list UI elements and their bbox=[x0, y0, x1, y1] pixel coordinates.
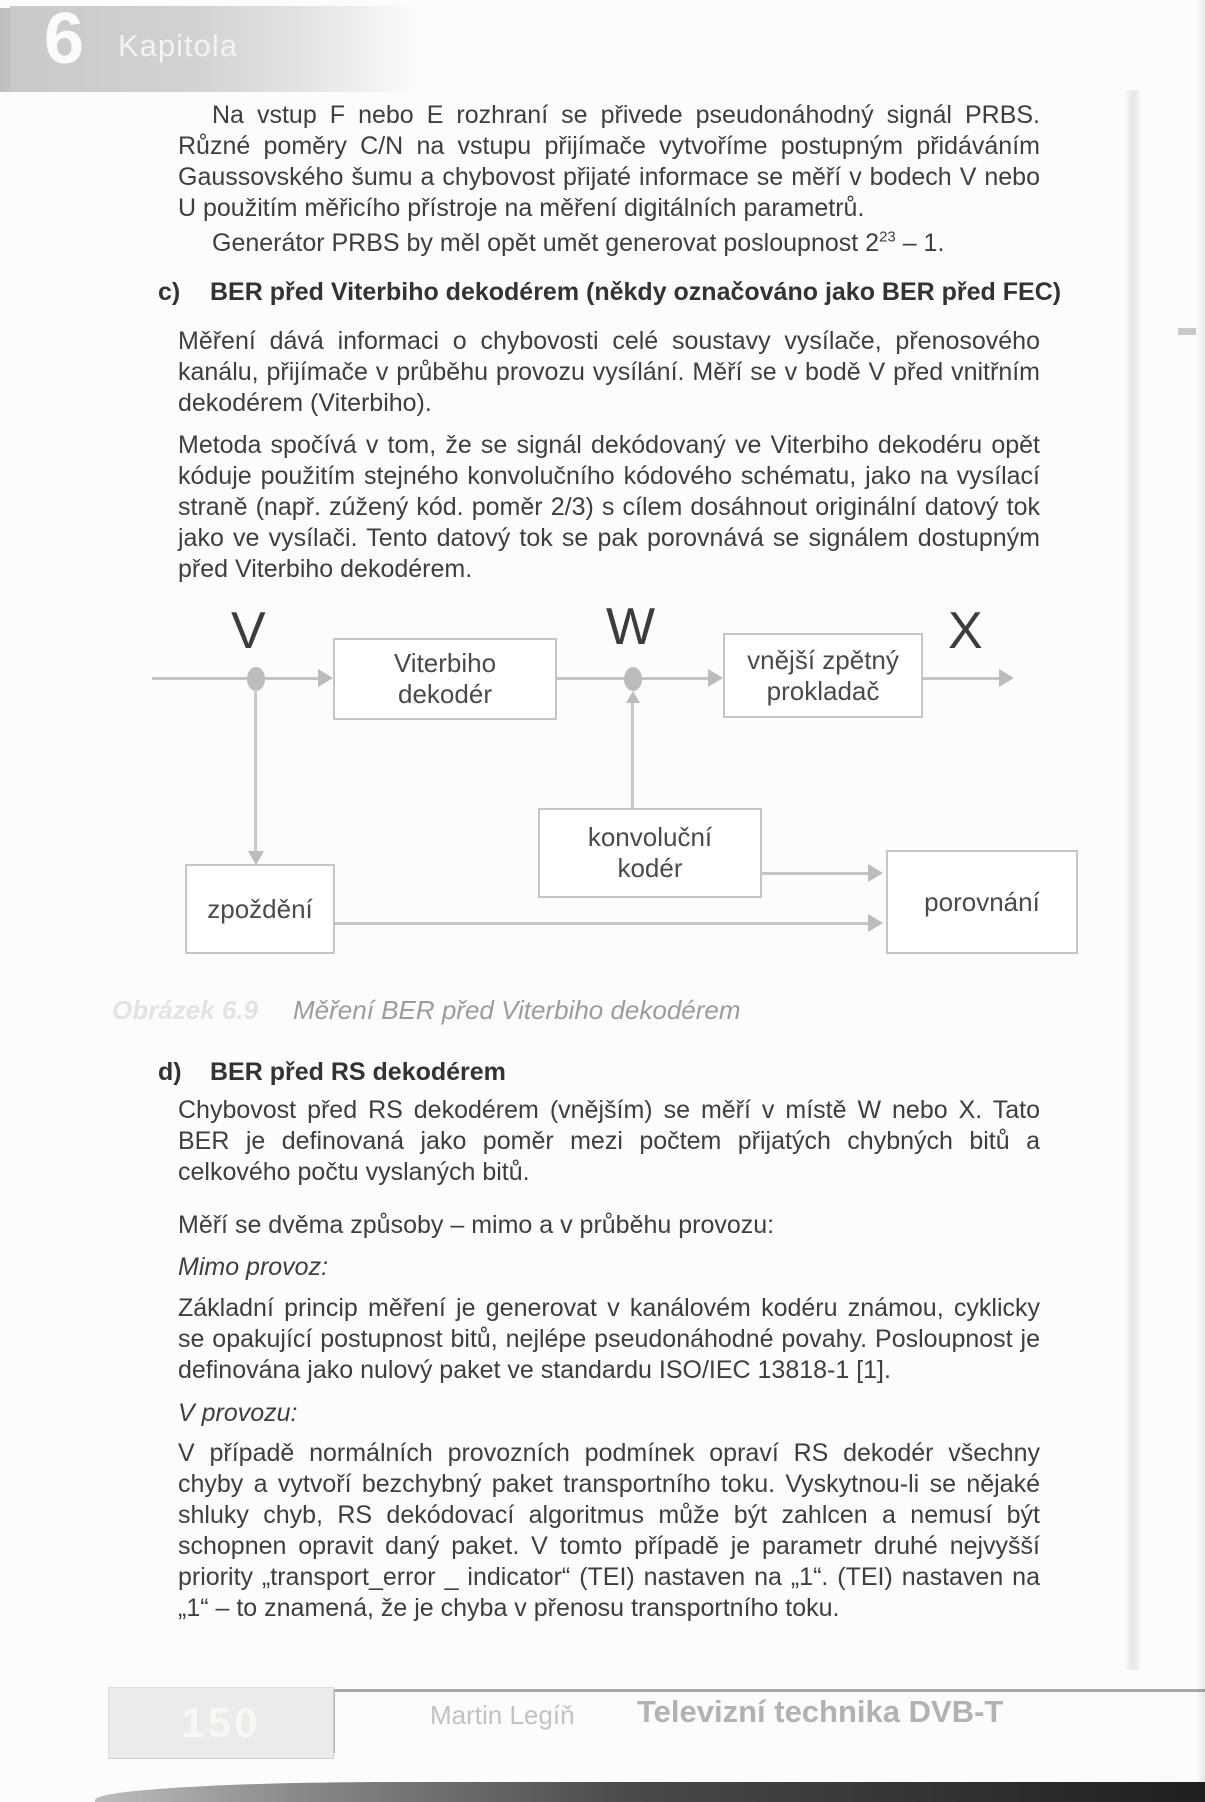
section-d-heading: BER před RS dekodérem bbox=[210, 1058, 506, 1086]
paragraph-intro-1: Na vstup F nebo E rozhraní se přivede pseudonáhodný signál PRBS. Různé poměry C/N na vstupu přijímače vytvoříme postupným přidáváním Gaussovského šumu a chybovost přijaté informace se měří v bodech V nebo U použitím měřicího přístroje na měření digitálních parametrů. bbox=[178, 101, 1040, 222]
box-outer-deinterleaver bbox=[723, 633, 923, 718]
chapter-title: Kapitola bbox=[118, 28, 239, 63]
figure-caption: Měření BER před Viterbiho dekodérem bbox=[293, 995, 741, 1025]
line-coder-to-comparator bbox=[762, 872, 870, 875]
section-c-heading: BER před Viterbiho dekodérem (někdy označováno jako BER před FEC) bbox=[210, 278, 1062, 306]
figure-number: Obrázek 6.9 bbox=[112, 995, 258, 1025]
box-conv-line1: konvoluční bbox=[587, 822, 713, 852]
paragraph-c-1: Měření dává informaci o chybovosti celé soustavy vysílače, přenosového kanálu, přijímače v průběhu provozu vysílání. Měří se v bodě V před vnitřním dekodérem (Viterbiho). bbox=[178, 327, 1040, 417]
box-viterbi-line1: Viterbiho bbox=[393, 648, 497, 678]
node-point-w bbox=[624, 667, 642, 691]
arrowhead-output-x bbox=[999, 669, 1014, 687]
line-w-to-coder bbox=[631, 695, 634, 808]
subheading-in-service: V provozu: bbox=[178, 1399, 298, 1427]
line-input-to-viterbi bbox=[152, 677, 319, 680]
footer-book-title: Televizní technika DVB-T bbox=[637, 1694, 1004, 1729]
section-d-heading-row bbox=[158, 1058, 1058, 1087]
subheading-off-service: Mimo provoz: bbox=[178, 1253, 329, 1281]
footer-author: Martin Legíň bbox=[430, 1700, 575, 1730]
scan-edge-shadow bbox=[1195, 0, 1205, 1802]
scan-artifact bbox=[1178, 328, 1196, 335]
arrowhead-up-at-w bbox=[626, 691, 640, 703]
paragraph-off-service: Základní princip měření je generovat v kanálovém kodéru známou, cyklicky se opakující postupnost bitů, nejlépe pseudonáhodné povahy. Posloupnost je definována jako nulový paket ve standardu ISO/IEC 13818-1 [1]. bbox=[178, 1294, 1040, 1384]
footer-rule bbox=[333, 1689, 1205, 1692]
section-c-heading-row bbox=[158, 278, 1062, 307]
arrowhead-into-outer bbox=[708, 669, 723, 687]
box-outer-line2: prokladač bbox=[766, 675, 880, 706]
box-conv-line2: kodér bbox=[617, 853, 683, 883]
paragraph-intro-2-text: Generátor PRBS by měl opět umět generovat posloupnost 2 bbox=[212, 229, 880, 257]
node-point-v bbox=[247, 667, 265, 691]
diagram-point-v-label: V bbox=[231, 602, 266, 660]
scan-streak bbox=[1124, 90, 1142, 1670]
diagram-point-w-label: W bbox=[606, 598, 656, 656]
line-delay-to-comparator bbox=[335, 922, 870, 925]
box-viterbi-decoder bbox=[333, 638, 557, 720]
box-delay bbox=[185, 864, 335, 954]
page-number-box bbox=[108, 1687, 334, 1759]
section-d-label: d) bbox=[158, 1058, 182, 1086]
box-convolutional-coder bbox=[538, 808, 762, 898]
paragraph-d-2: Měří se dvěma způsoby – mimo a v průběhu provozu: bbox=[178, 1211, 775, 1239]
box-viterbi-line2: dekodér bbox=[398, 679, 492, 709]
paragraph-in-service: V případě normálních provozních podmínek opraví RS dekodér všechny chyby a vytvoří bezchybný paket transportního toku. Vyskytnou-li se nějaké shluky chyb, RS dekódovací algoritmus může být zahlcen a nemusí být schopnen opravit daný paket. V tomto případě je parametr druhé nejvyšší priority „transport_error _ indicator“ (TEI) nastaven na „1“. (TEI) nastaven na „1“ – to znamená, že je chyba v přenosu transportního toku. bbox=[178, 1439, 1040, 1622]
line-v-to-delay bbox=[254, 689, 257, 853]
box-outer-line1: vnější zpětný bbox=[747, 644, 899, 675]
scan-bottom-shadow bbox=[95, 1782, 1205, 1802]
chapter-number: 6 bbox=[44, 0, 85, 79]
arrowhead-coder-comparator bbox=[868, 864, 883, 882]
paragraph-intro-2-tail: – 1. bbox=[895, 229, 945, 257]
box-comparator bbox=[886, 850, 1078, 954]
paragraph-intro-2 bbox=[178, 228, 1040, 259]
box-delay-label: zpoždění bbox=[207, 893, 313, 924]
paragraph-c-2: Metoda spočívá v tom, že se signál dekódovaný ve Viterbiho dekodéru opět kóduje použitím stejného konvolučního kódového schématu, jako na vysílací straně (např. zúžený kód. poměr 2/3) s cílem dosáhnout originální datový tok jako ve vysílači. Tento datový tok se pak porovnává se signálem dostupným před Viterbiho dekodérem. bbox=[178, 431, 1040, 583]
paragraph-d-1: Chybovost před RS dekodérem (vnějším) se měří v místě W nebo X. Tato BER je definovaná jako poměr mezi počtem přijatých chybných bitů a celkového počtu vyslaných bitů. bbox=[178, 1096, 1040, 1186]
line-outer-to-output bbox=[923, 677, 999, 680]
ber-measurement-diagram bbox=[0, 585, 1205, 985]
arrowhead-delay-comparator bbox=[868, 914, 883, 932]
page-number: 150 bbox=[181, 1699, 261, 1746]
arrowhead-into-delay bbox=[248, 851, 264, 865]
exponent: 23 bbox=[879, 228, 896, 246]
section-c-label: c) bbox=[158, 278, 181, 306]
diagram-point-x-label: X bbox=[948, 602, 983, 660]
box-comparator-label: porovnání bbox=[924, 886, 1040, 917]
arrowhead-into-viterbi bbox=[318, 669, 333, 687]
chapter-banner bbox=[10, 0, 420, 92]
